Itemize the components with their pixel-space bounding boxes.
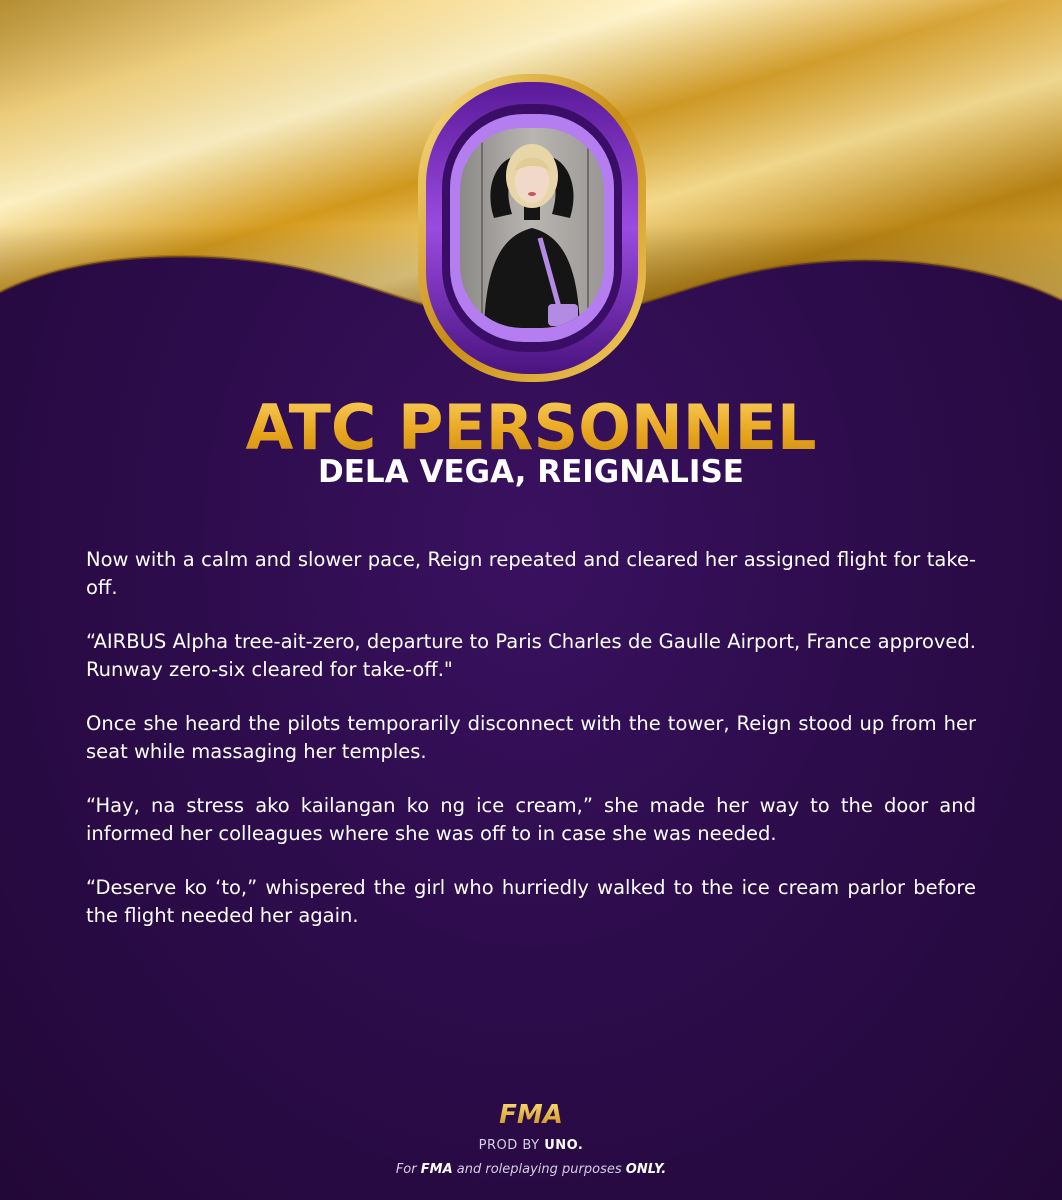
story-paragraph: “AIRBUS Alpha tree-ait-zero, departure to Paris Charles de Gaulle Airport, France approved. Runway zero-six cleared for take-off." — [86, 630, 976, 681]
story-paragraph: “Hay, na stress ako kailangan ko ng ice cream,” she made her way to the door and informed her colleagues where she was off to in case she was needed. — [86, 794, 976, 845]
disclaimer-pre: For — [395, 1162, 417, 1177]
story-paragraph: Now with a calm and slower pace, Reign repeated and cleared her assigned flight for take-off. — [86, 548, 976, 599]
disclaimer-end: ONLY. — [625, 1162, 667, 1177]
credit-prefix: PROD BY — [478, 1138, 540, 1153]
story-text — [86, 546, 976, 956]
page-subtitle: DELA VEGA, REIGNALISE — [318, 454, 744, 490]
credit-line — [0, 1138, 1062, 1153]
profile-photo — [412, 68, 652, 388]
page-title: ATC PERSONNEL — [0, 388, 1062, 468]
fma-logo-text: FMA — [499, 1100, 563, 1130]
disclaimer-mid: and roleplaying purposes — [456, 1162, 622, 1177]
airplane-window-icon — [412, 68, 652, 388]
story-paragraph: “Deserve ko ‘to,” whispered the girl who hurriedly walked to the ice cream parlor before the flight needed her again. — [86, 876, 976, 927]
credit-name: UNO. — [544, 1138, 584, 1153]
fma-logo-icon — [489, 1096, 573, 1130]
disclaimer — [0, 1162, 1062, 1177]
disclaimer-brand: FMA — [420, 1162, 453, 1177]
story-paragraph: Once she heard the pilots temporarily disconnect with the tower, Reign stood up from her seat while massaging her temples. — [86, 712, 976, 763]
